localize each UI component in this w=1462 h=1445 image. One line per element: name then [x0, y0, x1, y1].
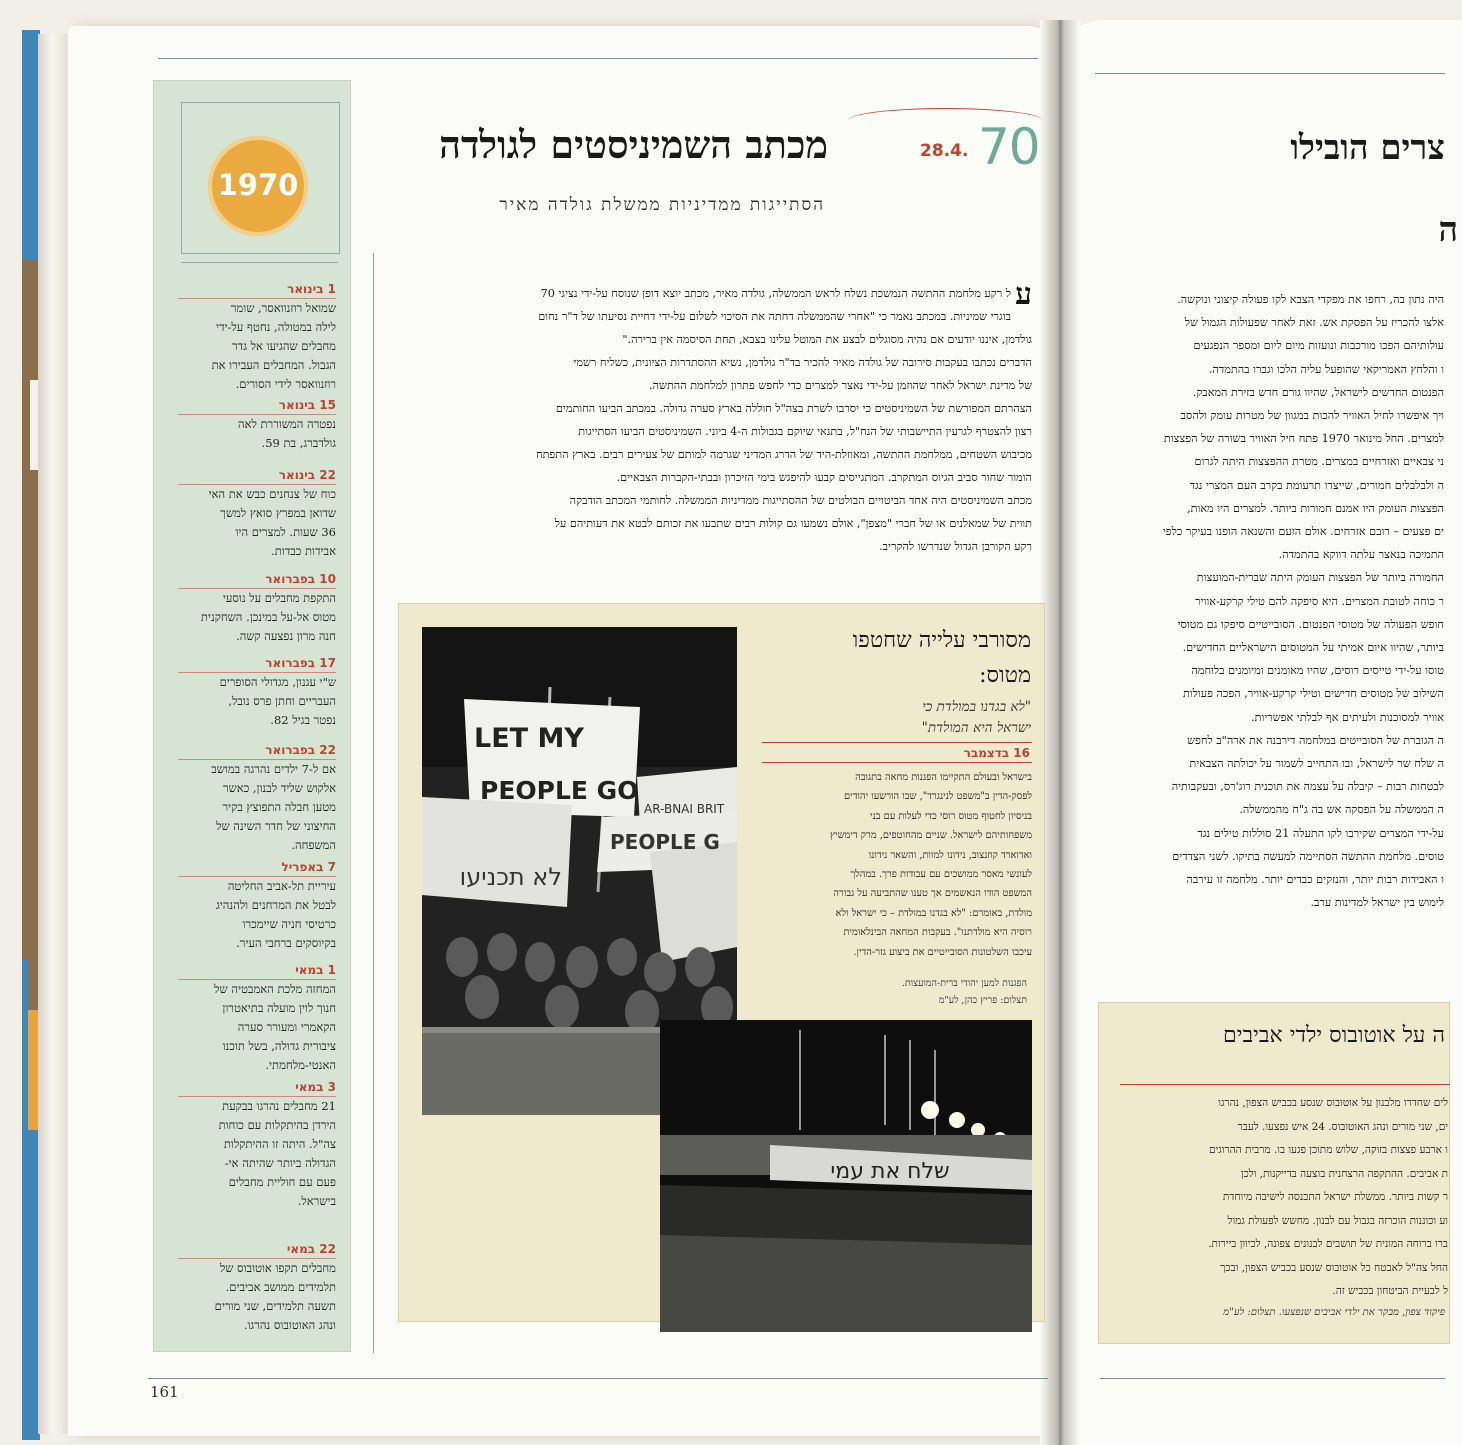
event-text: [170, 415, 336, 453]
event-line: עיריית תל-אביב החליטה: [227, 879, 336, 893]
event-line: שמואל רוזנוואסר, שומר: [230, 301, 336, 315]
right-body-line: החמורה ביותר של הפצצות העומק היתה שברית-המועצות: [1196, 571, 1444, 585]
article-line: ל רקע מלחמת ההתשה הנמשכת נשלח לראש הממשלה, גולדה מאיר, מכתב יוצא דופן שנוסח על-ידי נציגי 70: [540, 287, 1012, 300]
article-line: הדברים נכתבו בעקבות סירובה של גולדה מאיר להכיר בד"ר גולדמן, נשיא ההסתדרות הציונית, כשליח רשמי: [573, 356, 1032, 369]
event-line: שדואן במפרץ סואץ למשך: [220, 506, 336, 520]
event-line: בקיוסקים ברחבי העיר.: [236, 936, 336, 950]
event-text: [170, 1259, 336, 1335]
right-inset-line: ים, שני מורים ונהג האוטובוס. 24 איש נפצעו. לעבר: [1237, 1120, 1448, 1133]
event-line: ש"י עגנון, מגדולי הסופרים: [219, 675, 336, 689]
event-text: [170, 485, 336, 561]
right-body-line: עולותיהם הפכו מורכבות ונועזות מיום ליום ומספר הנפגעים: [1193, 339, 1444, 353]
protest-sign-text: PEOPLE GO: [480, 776, 639, 805]
right-body-line: ה הגוברת של הסובייטים במלחמה דירבנה את ארה"ב לחפש: [1187, 733, 1444, 747]
event-line: פעם עם חוליית מחבלים: [228, 1175, 336, 1189]
event-line: אם ל-7 ילדים נהרגה במושב: [211, 762, 336, 776]
event-text: [170, 299, 336, 394]
event-date: 22 במאי: [286, 1242, 336, 1256]
page-number: 161: [150, 1383, 179, 1401]
right-inset-body: [1112, 1092, 1448, 1304]
event-date: 17 בפברואר: [265, 656, 336, 670]
right-body-line: טוסים. מלחמת ההתשה הסתיימה למעשה בתיקו. לשני הצדדים: [1172, 849, 1444, 863]
protest-sign-text: PEOPLE G: [610, 830, 720, 854]
event-text: [170, 980, 336, 1075]
event-date: 1 בינואר: [287, 282, 336, 296]
article-line: רקע הקורבן הגדול שנדרשו להקריב.: [879, 540, 1032, 553]
event-line: ונהג האוטובוס נהרגו.: [243, 1318, 336, 1332]
right-body-line: התמיכה בנאצר עלתה דווקא בהתמדה.: [1278, 548, 1444, 562]
event-line: המחזה מלכת האמבטיה של: [214, 982, 336, 996]
page-title: מכתב השמיניסטים לגולדה: [439, 122, 828, 167]
inset-line: עיכבו השלטונות הסובייטיים את ביצוע גזר-הדין.: [853, 946, 1032, 958]
inset-line: לעונשי מאסר ממושכים עם עבודות פרך. במהלך: [850, 869, 1032, 881]
drop-cap: ע: [1015, 277, 1032, 312]
protest-sign-text: לא תכניעו: [459, 863, 562, 891]
event-line: מטען חבלה התפוצץ בקיר: [222, 800, 336, 814]
article-line: בוגרי שמיניות. במכתב נאמר כי "אחרי שהממשלה דחתה את הסיכוי לשלום על-ידי דחיית נסיעתו של ד"ר נחום: [538, 310, 1012, 323]
event-text: [170, 760, 336, 855]
divider: [181, 262, 338, 263]
right-body-line: ויך איפשרו לחיל האוויר להכות במגוון של מטרות עומק ולהסב: [1180, 409, 1444, 423]
right-body-line: ר כוחה לטובת המצרים. היא סיפקה להם טילי קרקע-אוויר: [1195, 594, 1444, 608]
article-line: תווית של שמאלנים או של חברי "מצפן", אולם נשמעו גם קולות רבים שתבעו את זכותם לבטא את דעותיהם על: [554, 517, 1032, 530]
event-line: הירדן בהיתקלות עם כוחות: [218, 1118, 336, 1132]
event-line: נפטר בגיל 82.: [270, 713, 336, 727]
right-body-line: ה ולבלבלים חמורים, שייצרו תרעומת בקרב העם המצרי נגד: [1189, 478, 1444, 492]
top-rule: [158, 58, 1038, 59]
article-line: הומור שחור סביב הגיוס המתקרב. המתגייסים קבעו להיפגש בימי הזיכרון ובבתי-הקברות הצבאיים.: [616, 471, 1032, 484]
inset-line: משפחותיהם לישראל. שניים מהחוטפים, מרק דימשיץ: [829, 830, 1032, 842]
inset-line: מולדת, באומרם: "לא בגדנו במולדת – כי ישראל ולא: [835, 907, 1032, 919]
top-rule: [1095, 73, 1445, 74]
right-body-line: אוויר למסוכנות ולעיתים אף לבלתי אפשריות.: [1251, 710, 1444, 724]
right-body-line: השילוב של מטוסים חדישים וטילי קרקע-אוויר, הפכה פעולות: [1182, 687, 1444, 701]
protest-sign-text: LET MY: [474, 723, 584, 754]
event-line: חנוך לוין מועלה בתיאטרון: [222, 1001, 336, 1015]
event-date: 3 במאי: [295, 1080, 336, 1094]
inset-line: ואדוארד קוזנצוב, נידונו למוות, והשאר נידונו: [868, 849, 1032, 861]
event-line: בישראל.: [297, 1194, 336, 1208]
article-line: הצהרתם המפורשת של השמיניסטים כי יסרבו לשרת בצה"ל חוללה בארץ סערה גדולה. במכתב הביעו החותמים: [555, 402, 1032, 415]
right-body-line: ני צבאיים ואזרחיים במצרים. מטרת ההפצצות היתה לגרום: [1194, 455, 1444, 469]
event-line: צה"ל. היתה זו ההיתקלות: [223, 1137, 336, 1151]
right-page-body: [1072, 288, 1444, 914]
night-rally-photo: [660, 1020, 1032, 1332]
article-line: של מדינת ישראל לאחר שהוזמן על-ידי נאצר למצרים כדי לחפש פתרון למלחמת ההתשה.: [649, 379, 1032, 392]
header-date: 28.4.: [920, 141, 969, 161]
right-inset-line: ר קשות ביותר. ממשלת ישראל התכנסה לישיבה מיוחדת: [1222, 1191, 1448, 1203]
right-body-line: למצרים. החל מינואר 1970 פתח חיל האוויר בשורה של הפצצות: [1163, 432, 1444, 446]
event-date: 22 בפברואר: [265, 743, 336, 757]
event-line: מחבלים שהגיעו אל גדר: [232, 339, 336, 353]
inset-line: המשפט הודו הנאשמים אך טענו שהתביעה על גבורה: [833, 888, 1032, 900]
right-body-line: לימוש בין ישראל למדינות ערב.: [1310, 896, 1444, 910]
right-body-line: חופש הפעולה של מטוסי הפנטום. הסובייטיים סיפקו גם מטוסי: [1177, 617, 1444, 631]
event-line: תשעה תלמידים, שני מורים: [214, 1299, 336, 1313]
photo-caption: הפגנות למען יהודי ברית-המועצות. תצלום: פריץ כהן, לע"מ: [901, 978, 1027, 1006]
right-inset-line: וע וכוננות הוכרזה בגבול עם לבנון. מחשש לפעולת גמול: [1227, 1214, 1448, 1227]
right-body-line: ים פצעים – רובם אזרחים. אולם הזעם והשנאה הופנו בעיקר כלפי: [1162, 525, 1444, 539]
event-line: החיצוני של חדר השינה של: [216, 819, 336, 833]
inset-line: רוסיה היא מולדתנו". בעקבות המחאה הבינלאומית: [843, 927, 1032, 939]
right-page-title: צרים הובילו: [1290, 128, 1445, 168]
right-inset-line: לים שחדרו מלבנון על אוטובוס שנסע בכביש הצפון, נהרגו: [1218, 1097, 1448, 1109]
page-subtitle: הסתייגות ממדיניות ממשלת גולדה מאיר: [499, 195, 825, 215]
event-text: [170, 877, 336, 953]
event-date: 15 בינואר: [278, 398, 336, 412]
event-line: הגבול. המחבלים העבירו את: [211, 358, 336, 372]
event-line: הקאמרי ומעורר סערה: [237, 1020, 336, 1034]
right-body-line: ביותר, שהיוו איום אמיתי על המטוסים הישראליים החדישים.: [1182, 641, 1444, 655]
article-line: מכתב השמיניסטים היה אחד הביטויים הבולטים של ההסתייגות ממדיניות הממשלה. לחותמי המכתב הודבקה: [569, 494, 1032, 507]
inset-line: בניסיון לחטוף מטוס רוסי כדי לעלות עם בני: [870, 810, 1032, 822]
event-date: 1 במאי: [295, 963, 336, 977]
right-body-line: היה נתון בה, רחפו את מפקדי הצבא לקו פעולה קיצוני ונוקשה.: [1177, 293, 1444, 306]
banner-text: שלח את עמי: [830, 1159, 950, 1184]
right-body-line: ו והלחץ האמריקאי שהופעל עליה הלכו וגברו בהתמדה.: [1208, 362, 1444, 376]
event-line: מטוס אל-על במינכן. השחקנית: [200, 610, 336, 624]
right-body-line: הפצצות העומק היו אמנם חמורות ביותר. למצרים היו מאות,: [1187, 501, 1444, 515]
right-inset-line: ו ארבע פצצות בזוקה, שלוש מתוכן פגעו בו. מרבית ההרוגים: [1208, 1144, 1448, 1156]
inset-body: [762, 768, 1032, 962]
event-line: אבידות כבדות.: [271, 544, 336, 558]
article-line: מכיבוש השטחים, ממלחמת ההתשה, ומאוזלת-היד של הדרג המדיני שגרמה למותם של צעירים רבים. בארץ התפתח: [535, 448, 1032, 461]
year-badge: 1970: [208, 136, 308, 236]
event-text: [170, 589, 336, 646]
inset-line: בישראל ובעולם התקיימו הפגנות מחאה בתגובה: [855, 772, 1032, 783]
right-body-line: אלצו להכריז על הפסקת אש. זאת לאחר שפעולות הגמול של: [1184, 316, 1444, 330]
event-line: אלקוש שליד לבנון, כאשר: [222, 781, 336, 795]
event-text: [170, 673, 336, 730]
article-body: [392, 277, 1032, 558]
event-line: גולדברג, בת 59.: [261, 436, 336, 450]
event-date: 7 באפריל: [281, 860, 336, 874]
inset-title: מסורבי עלייה שחטפו מטוס:: [852, 628, 1031, 688]
event-line: 36 שעות. למצרים היו: [235, 525, 336, 539]
event-line: 21 מחבלים נהרגו בבקעת: [222, 1099, 336, 1113]
right-body-line: טוסו על-ידי טייסים רוסים, שהיו מאומנים ומיומנים בלוחמה: [1191, 664, 1444, 678]
article-line: גולדמן, איננו יודעים אם נהיה מסוגלים לבצע את המוטל עלינו בצבא, תחת הסיסמה אין ברירה.": [622, 333, 1032, 346]
event-line: מחבלים תקפו אוטובוס של: [219, 1261, 336, 1275]
right-body-line: ו האבידות רבות יותר, והנזקים כבדים יותר. מלחמה זו עירבה: [1186, 873, 1444, 887]
event-date: 22 בינואר: [278, 468, 336, 482]
event-line: האנטי-מלחמתי.: [265, 1058, 336, 1072]
right-body-line: ה הממשלה על הפסקה אש בה ג"ח מהממשלה.: [1239, 803, 1444, 817]
right-body-line: על-ידי המצרים שקירבו לקו התעלה 21 סוללות טילים נגד: [1197, 826, 1444, 840]
right-inset-line: החל צה"ל לאבטח כל אוטובוס שנסע בכביש הצפון, ובכך: [1220, 1261, 1448, 1274]
event-line: נפטרה המשוררת לאה: [237, 417, 336, 431]
article-line: רצון להצטרף לגרעין התיישבותי של הנח"ל, בתנאי שיוקם בגבולות ה-4 ביוני. השמיניסטים הביעו הסתייגות: [578, 425, 1032, 438]
header-year-number: 70: [978, 118, 1040, 176]
divider: [1120, 1084, 1450, 1085]
event-line: כוח של צנחנים כבש את האי: [208, 487, 336, 501]
event-line: כרטיסי חניה שיימכרו: [242, 917, 336, 931]
bottom-rule: [1100, 1378, 1445, 1379]
event-line: לבטל את המרחנים ולהנהיג: [215, 898, 336, 912]
event-line: הגדולה ביותר שהיתה אי-: [224, 1156, 336, 1170]
event-line: העבריים וחתן פרס נובל,: [228, 694, 336, 708]
event-line: תלמידים ממושב אביבים.: [225, 1280, 336, 1294]
right-inset-line: ל לבעיית הביטחון בכביש זה.: [1332, 1285, 1448, 1297]
inset-date: 16 בדצמבר: [963, 746, 1030, 760]
event-date: 10 בפברואר: [265, 572, 336, 586]
event-line: חנה מרון נפצעה קשה.: [236, 629, 336, 643]
event-line: לילה במטולה, נחטף על-ידי: [215, 320, 336, 334]
divider: [762, 742, 1032, 743]
event-line: התקפת מחבלים על נוסעי: [222, 591, 336, 605]
right-inset-line: ת אביבים. ההתקפה הרצחנית בוצעה בדייקנות, ולכן: [1240, 1167, 1448, 1180]
bottom-rule: [148, 1378, 1048, 1379]
inset-quote: "לא בגדנו במולדת כי ישראל היא המולדת": [921, 699, 1031, 736]
event-line: המשפחה.: [291, 838, 336, 852]
right-body-line: הפנטום החדשים לישראל, שהיוו גורם חדש בזירת המאבק.: [1192, 385, 1444, 399]
inset-line: לפסק-הדין ב"משפט לנינגרד", שבו הורשעו יהודים: [844, 791, 1032, 803]
photo-caption: פיקוד צפון, מבקר את ילדי אביבים שנפצעו. תצלום: לע"מ: [1223, 1307, 1445, 1318]
event-text: [170, 1097, 336, 1211]
right-inset-line: ברו ברוחה המונית של תושבים לבנונים צפונה, לכיוון ביירות.: [1208, 1238, 1448, 1250]
right-inset-title: ה על אוטובוס ילדי אביבים: [1223, 1023, 1445, 1048]
right-body-line: ה שלח שר לישראל, ובו התחייב לשמור על יכולתה הצבאית: [1189, 757, 1444, 771]
protest-sign-text: AR-BNAI BRIT: [644, 802, 725, 816]
event-line: ציבורית גדולה, בשל תוכנו: [222, 1039, 336, 1053]
column-rule: [373, 253, 374, 1353]
event-line: רוזנוואסר לידי הסורים.: [235, 377, 336, 391]
right-body-line: לבטחות רבות – קיבלה על עצמה את תוכנית רוג'רס, ובעקבותיה: [1171, 780, 1444, 794]
divider: [762, 762, 1032, 763]
right-page-title: ה: [1438, 210, 1458, 250]
